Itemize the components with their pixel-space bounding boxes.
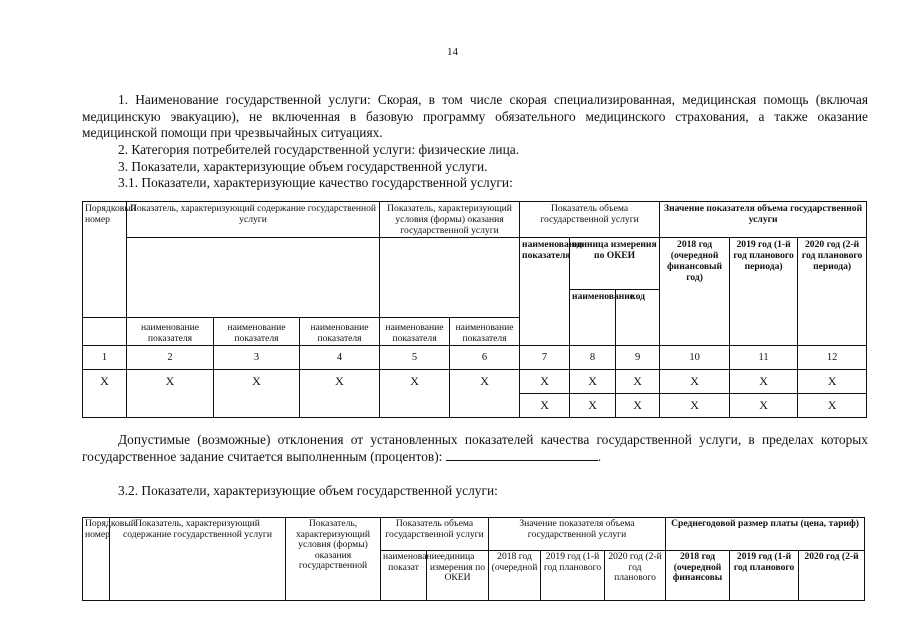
deviation-blank-line [446,449,598,461]
cell-empty [83,394,127,418]
paragraph-deviation [82,432,868,465]
cell-x: X [450,370,520,394]
sub-name-1: наименование показателя [127,318,214,346]
header-order-blank [83,318,127,346]
col-num: 4 [300,346,380,370]
col-num: 9 [616,346,660,370]
t2-header-2018: 2018 год (очередной [489,551,541,601]
cell-x: X [520,370,570,394]
paragraph-service-name: 1. Наименование государственной услуги: Скорая, в том числе скорая специализированная, медицинская помощь (включая медицинскую эвакуацию), не включенная в базовую программу обязательного медицинского страхования, а также оказание медицинской помощи при чрезвычайных ситуациях. [82,92,868,140]
column-numbers-row [83,346,867,370]
cell-x: X [520,394,570,418]
col-num: 3 [214,346,300,370]
paragraph-volume-indicators-32: 3.2. Показатели, характеризующие объем государственной услуги: [118,483,498,498]
cell-x: X [730,370,798,394]
t2-header-price-2020: 2020 год (2-й [799,551,865,601]
cell-x: X [730,394,798,418]
cell-x: X [214,370,300,394]
col-num: 6 [450,346,520,370]
header-2018: 2018 год (очередной финансовый год) [660,238,730,346]
cell-x: X [300,370,380,394]
sub-name-2: наименование показателя [214,318,300,346]
t2-header-content: Показатель, характеризующий содержание государственной услуги [110,518,286,601]
header-name: наименование показателя [520,238,570,346]
cell-x: X [570,370,616,394]
t2-header-order: Порядковый номер [83,518,110,601]
cell-x: X [798,394,867,418]
cell-x: X [380,370,450,394]
page-number: 14 [447,46,458,58]
header-order: Порядковый номер [83,202,127,318]
cell-empty [300,394,380,418]
header-quality: Показатель объема государственной услуги [520,202,660,238]
header-value: Значение показателя объема государственной услуги [660,202,867,238]
paragraph-quality-indicators: 3.1. Показатели, характеризующие качество государственной услуги: [118,175,513,190]
col-num: 12 [798,346,867,370]
col-num: 2 [127,346,214,370]
header-conditions: Показатель, характеризующий условия (формы) оказания государственной услуги [380,202,520,238]
deviation-period: . [597,448,602,464]
cell-empty [127,394,214,418]
deviation-text: Допустимые (возможные) отклонения от установленных показателей качества государственной услуги, в пределах которых государственное задание считается выполненным (процентов): [82,432,868,464]
sub-name-3: наименование показателя [300,318,380,346]
header-unit-name: наименование [570,290,616,346]
volume-indicators-table [82,517,865,601]
col-num: 11 [730,346,798,370]
cell-x: X [660,370,730,394]
header-code: код [616,290,660,346]
paragraph-volume-indicators: 3. Показатели, характеризующие объем государственной услуги. [118,158,488,174]
cell-x: X [798,370,867,394]
t2-header-2020: 2020 год (2-й год планового [605,551,666,601]
col-num: 5 [380,346,450,370]
t2-header-unit: единица измерения по ОКЕИ [427,551,489,601]
t2-header-price: Среднегодовой размер платы (цена, тариф) [666,518,865,551]
header-2020: 2020 год (2-й год планового периода) [798,238,867,346]
cell-empty [214,394,300,418]
t2-header-2019: 2019 год (1-й год планового [541,551,605,601]
cell-x: X [127,370,214,394]
header-content-blank [127,238,380,318]
header-conditions-blank [380,238,520,318]
col-num: 1 [83,346,127,370]
cell-x: X [616,394,660,418]
cell-empty [380,394,450,418]
table-row [83,370,867,394]
table-row [83,394,867,418]
col-num: 10 [660,346,730,370]
t2-header-volume: Показатель объема государственной услуги [381,518,489,551]
col-num: 7 [520,346,570,370]
t2-header-value: Значение показателя объема государственной услуги [489,518,666,551]
cell-x: X [83,370,127,394]
header-unit: единица измерения по ОКЕИ [570,238,660,290]
quality-indicators-table [82,201,867,418]
sub-name-4: наименование показателя [380,318,450,346]
paragraph-consumer-category: 2. Категория потребителей государственной услуги: физические лица. [118,142,520,157]
t2-header-price-2018: 2018 год (очередной финансовы [666,551,730,601]
col-num: 8 [570,346,616,370]
header-content: Показатель, характеризующий содержание государственной услуги [127,202,380,238]
cell-x: X [570,394,616,418]
cell-empty [450,394,520,418]
t2-header-name: наименование показат [381,551,427,601]
t2-header-price-2019: 2019 год (1-й год планового [730,551,799,601]
header-2019: 2019 год (1-й год планового периода) [730,238,798,346]
cell-x: X [616,370,660,394]
cell-x: X [660,394,730,418]
sub-name-5: наименование показателя [450,318,520,346]
t2-header-conditions: Показатель, характеризующий условия (формы) оказания государственной [286,518,381,601]
